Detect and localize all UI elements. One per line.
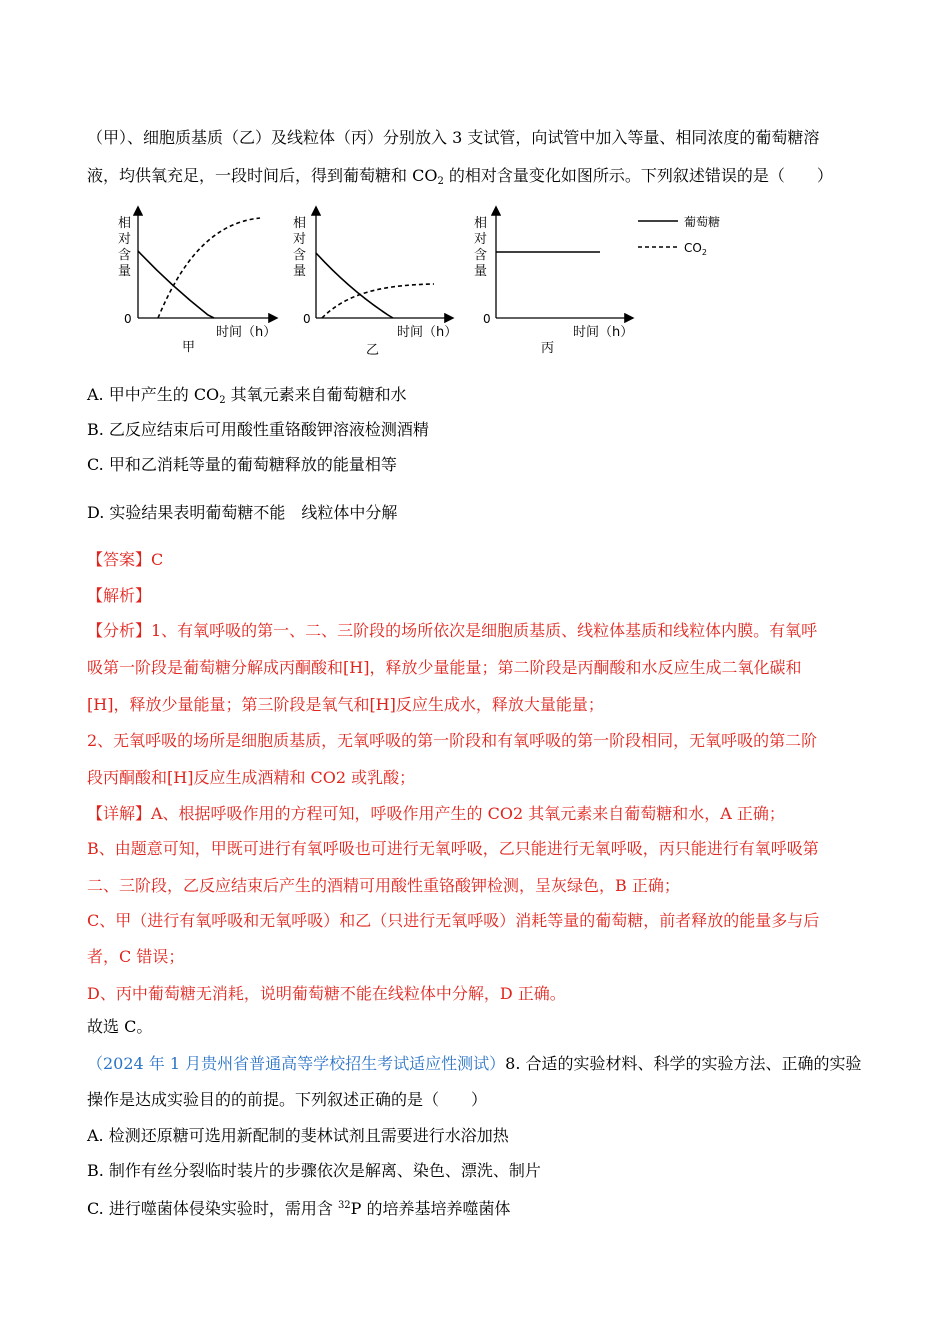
ylabel-char: 相 [118,216,132,231]
svg-text:0: 0 [483,312,491,326]
svg-text:乙: 乙 [366,343,380,358]
q7-option-b: B. 乙反应结束后可用酸性重铬酸钾溶液检测酒精 [87,420,429,439]
analysis-line2: 吸第一阶段是葡萄糖分解成丙酮酸和[H]，释放少量能量；第二阶段是丙酮酸和水反应生成二氧化碳和 [87,658,802,677]
q8-line2: 操作是达成实验目的的前提。下列叙述正确的是（ ） [87,1090,488,1109]
legend-co2: $CO_2$ [684,241,707,257]
ylabel-char: 含 [118,248,132,263]
detail-line3: 二、三阶段，乙反应结束后产生的酒精可用酸性重铬酸钾检测，呈灰绿色，B 正确； [87,876,680,895]
q7-option-a: A. 甲中产生的 $CO_2$ 其氧元素来自葡萄糖和水 [87,385,407,406]
svg-text:相: 相 [474,216,488,231]
svg-text:含: 含 [474,248,488,263]
panel-label: 甲 [182,340,196,355]
detail-line1: 【详解】A、根据呼吸作用的方程可知，呼吸作用产生的 CO2 其氧元素来自葡萄糖和水，A 正确； [87,804,785,823]
ylabel-char: 量 [118,264,132,279]
svg-text:对: 对 [293,232,307,247]
q8-option-c: C. 进行噬菌体侵染实验时，需用含 $^{32}$P 的培养基培养噬菌体 [87,1199,511,1218]
q7-stem-line1: （甲）、细胞质基质（乙）及线粒体（丙）分别放入 3 支试管，向试管中加入等量、相同浓度的葡萄糖溶 [87,128,820,147]
q8-line1: （2024 年 1 月贵州省普通高等学校招生考试适应性测试）8. 合适的实验材料、科学的实验方法、正确的实验 [87,1054,862,1073]
svg-text:时间（h）: 时间（h） [397,325,458,340]
detail-line6: D、丙中葡萄糖无消耗，说明葡萄糖不能在线粒体中分解，D 正确。 [87,984,566,1003]
analysis-line5: 段丙酮酸和[H]反应生成酒精和 CO2 或乳酸； [87,768,416,787]
svg-text:含: 含 [293,248,307,263]
panel-yi [293,208,457,358]
q7-stem-line2: 液，均供氧充足，一段时间后，得到葡萄糖和 $CO_2$ 的相对含量变化如图所示。下列叙述错误的是（ ） [87,166,833,187]
svg-text:量: 量 [474,264,488,279]
origin-label: 0 [124,312,132,326]
legend-glucose: 葡萄糖 [684,215,721,229]
q8-option-a: A. 检测还原糖可选用新配制的斐林试剂且需要进行水浴加热 [87,1126,509,1145]
detail-line2: B、由题意可知，甲既可进行有氧呼吸也可进行无氧呼吸，乙只能进行无氧呼吸，丙只能进行有氧呼吸第 [87,839,819,858]
panel-jia [118,208,276,355]
svg-text:丙: 丙 [541,341,555,356]
svg-text:时间（h）: 时间（h） [573,325,634,340]
svg-text:相: 相 [293,216,307,231]
legend [638,214,720,257]
q7-option-c: C. 甲和乙消耗等量的葡萄糖释放的能量相等 [87,455,397,474]
answer-label: 【答案】C [87,550,164,569]
co2-curve [322,284,434,318]
ylabel-char: 对 [118,232,132,247]
q7-option-d: D. 实验结果表明葡萄糖不能 线粒体中分解 [87,503,398,522]
conclusion: 故选 C。 [87,1017,153,1036]
detail-line5: 者，C 错误； [87,947,185,966]
analysis-label: 【解析】 [87,586,152,605]
q8-source: （2024 年 1 月贵州省普通高等学校招生考试适应性测试） [87,1054,506,1073]
analysis-line4: 2、无氧呼吸的场所是细胞质基质，无氧呼吸的第一阶段和有氧呼吸的第一阶段相同，无氧呼吸的第二阶 [87,731,818,750]
q8-option-b: B. 制作有丝分裂临时装片的步骤依次是解离、染色、漂洗、制片 [87,1161,541,1180]
co2-curve [158,218,260,318]
xlabel: 时间（h） [216,325,277,340]
svg-text:对: 对 [474,232,488,247]
analysis-line1: 【分析】1、有氧呼吸的第一、二、三阶段的场所依次是细胞质基质、线粒体基质和线粒体内膜。有氧呼 [87,621,818,640]
panel-bing [474,208,633,356]
detail-line4: C、甲（进行有氧呼吸和无氧呼吸）和乙（只进行无氧呼吸）消耗等量的葡萄糖，前者释放的能量多与后 [87,911,820,930]
svg-text:0: 0 [303,312,311,326]
analysis-line3: [H]，释放少量能量；第三阶段是氧气和[H]反应生成水，释放大量能量； [87,695,604,714]
figure-graphs [100,205,721,365]
glucose-curve [138,251,214,318]
glucose-curve [316,253,393,318]
svg-text:量: 量 [293,264,307,279]
